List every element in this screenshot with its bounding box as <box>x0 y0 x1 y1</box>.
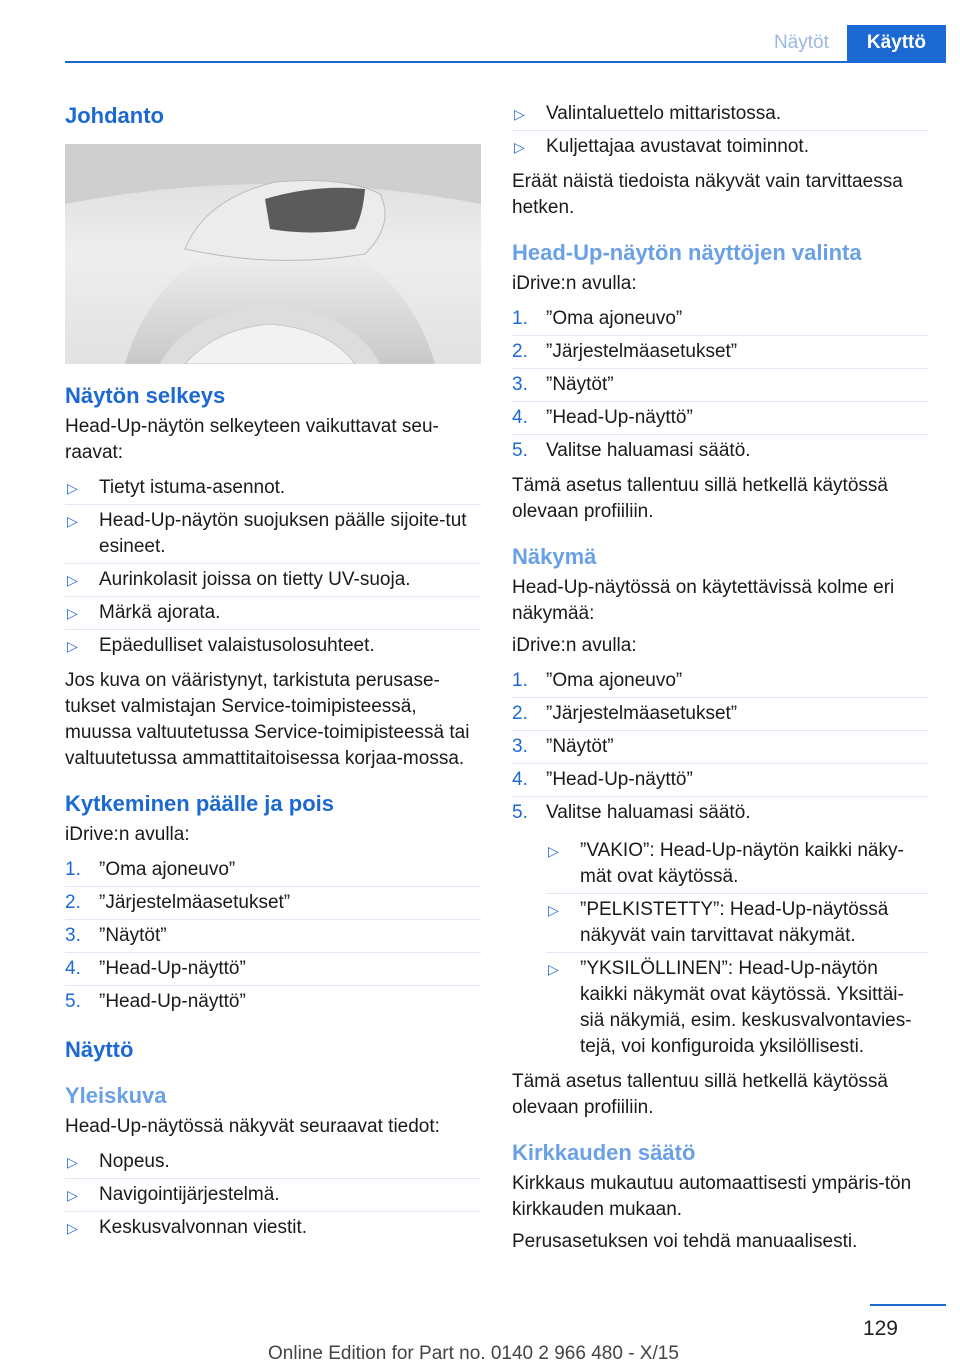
select-via: iDrive:n avulla: <box>512 273 637 294</box>
list-item: ▷ Kuljettajaa avustavat toiminnot. <box>512 131 928 163</box>
list-item: ▷ ”PELKISTETTY”: Head-Up-näytössä näkyvät vain tarvittavat näkymät. <box>546 894 928 953</box>
footer-edition: Online Edition for Part no. 0140 2 966 480 - X/15 <box>268 1343 679 1364</box>
overview-list-cont <box>512 98 928 163</box>
overview-text: Head-Up-näytössä näkyvät seuraavat tiedot: <box>65 1116 440 1137</box>
view-via: iDrive:n avulla: <box>512 635 637 656</box>
section-title-clarity: Näytön selkeys <box>65 383 226 408</box>
head-up-display-photo <box>65 144 481 364</box>
view-note: Tämä asetus tallentuu sillä hetkellä käytössä olevaan profiiliin. <box>512 1071 888 1118</box>
section-title-display: Näyttö <box>65 1037 134 1062</box>
view-text: Head-Up-näytössä on käytettävissä kolme eri näkymää: <box>512 577 895 624</box>
triangle-bullet-icon: ▷ <box>67 572 78 588</box>
onoff-steps <box>65 854 481 1018</box>
view-steps <box>512 665 928 829</box>
view-options <box>546 835 928 1063</box>
step-item: 2. ”Järjestelmäasetukset” <box>512 698 928 731</box>
step-item: 3. ”Näytöt” <box>512 731 928 764</box>
step-item: 1. ”Oma ajoneuvo” <box>512 665 928 698</box>
triangle-bullet-icon: ▷ <box>67 1187 78 1203</box>
brightness-manual: Perusasetuksen voi tehdä manuaalisesti. <box>512 1231 858 1252</box>
triangle-bullet-icon: ▷ <box>67 1220 78 1236</box>
step-item: 1. ”Oma ajoneuvo” <box>512 303 928 336</box>
step-item: 3. ”Näytöt” <box>512 369 928 402</box>
step-item: 5. Valitse haluamasi säätö. <box>512 440 751 461</box>
section-title-brightness: Kirkkauden säätö <box>512 1140 696 1165</box>
header-rule <box>65 61 946 63</box>
select-note: Tämä asetus tallentuu sillä hetkellä käytössä olevaan profiiliin. <box>512 475 888 522</box>
page-number: 129 <box>862 1317 898 1340</box>
brightness-text: Kirkkaus mukautuu automaattisesti ympäris-tön kirkkauden mukaan. <box>512 1173 912 1220</box>
triangle-bullet-icon: ▷ <box>548 843 559 859</box>
header-tabs <box>756 25 946 61</box>
step-item: 5. Valitse haluamasi säätö. <box>512 802 751 823</box>
section-title-select: Head-Up-näytön näyttöjen valinta <box>512 240 862 265</box>
section-title-view: Näkymä <box>512 544 597 569</box>
cont-text: Eräät näistä tiedoista näkyvät vain tarvittaessa hetken. <box>512 171 903 218</box>
triangle-bullet-icon: ▷ <box>67 1154 78 1170</box>
onoff-via: iDrive:n avulla: <box>65 824 190 845</box>
triangle-bullet-icon: ▷ <box>548 961 559 977</box>
list-item: ▷ ”VAKIO”: Head-Up-näytön kaikki näky-mät ovat käytössä. <box>546 835 928 894</box>
step-item: 5. ”Head-Up-näyttö” <box>65 991 246 1012</box>
triangle-bullet-icon: ▷ <box>67 638 78 654</box>
triangle-bullet-icon: ▷ <box>514 106 525 122</box>
step-item: 2. ”Järjestelmäasetukset” <box>65 887 481 920</box>
step-item: 3. ”Näytöt” <box>65 920 481 953</box>
list-item: ▷ Navigointijärjestelmä. <box>65 1179 481 1212</box>
step-item: 2. ”Järjestelmäasetukset” <box>512 336 928 369</box>
clarity-list <box>65 472 481 662</box>
triangle-bullet-icon: ▷ <box>67 513 78 529</box>
list-item: ▷ Epäedulliset valaistusolosuhteet. <box>65 630 481 662</box>
overview-list <box>65 1146 481 1244</box>
list-item: ▷ Aurinkolasit joissa on tietty UV-suoja. <box>65 564 481 597</box>
section-title-onoff: Kytkeminen päälle ja pois <box>65 791 334 816</box>
tab-kaytto[interactable]: Käyttö <box>847 25 946 61</box>
step-item: 1. ”Oma ajoneuvo” <box>65 854 481 887</box>
list-item: ▷ Tietyt istuma-asennot. <box>65 472 481 505</box>
left-column <box>65 98 481 1250</box>
clarity-text: Head-Up-näytön selkeyteen vaikuttavat seu-raavat: <box>65 416 439 463</box>
section-title-intro: Johdanto <box>65 103 164 128</box>
footer-rule <box>870 1304 946 1306</box>
step-item: 4. ”Head-Up-näyttö” <box>512 764 928 797</box>
tab-naytot[interactable]: Näytöt <box>773 32 829 53</box>
triangle-bullet-icon: ▷ <box>67 480 78 496</box>
list-item: ▷ Keskusvalvonnan viestit. <box>65 1212 481 1244</box>
right-column <box>512 98 928 1261</box>
select-steps <box>512 303 928 467</box>
step-item: 4. ”Head-Up-näyttö” <box>512 402 928 435</box>
triangle-bullet-icon: ▷ <box>548 902 559 918</box>
list-item: ▷ Nopeus. <box>65 1146 481 1179</box>
list-item: ▷ Valintaluettelo mittaristossa. <box>512 98 928 131</box>
list-item: ▷ Head-Up-näytön suojuksen päälle sijoite-tut esineet. <box>65 505 481 564</box>
list-item: ▷ Märkä ajorata. <box>65 597 481 630</box>
list-item: ▷ ”YKSILÖLLINEN”: Head-Up-näytön kaikki näkymät ovat käytössä. Yksittäi-siä näkymiä, esim. keskusvalvontavies-tejä, voi konfiguroida yksilöllisesti. <box>548 958 912 1057</box>
triangle-bullet-icon: ▷ <box>67 605 78 621</box>
step-item: 4. ”Head-Up-näyttö” <box>65 953 481 986</box>
section-title-overview: Yleiskuva <box>65 1083 167 1108</box>
distortion-text: Jos kuva on vääristynyt, tarkistuta perusase-tukset valmistajan Service-toimipisteessä, muussa valtuutetussa Service-toimipisteessä tai valtuutetussa ammattitaitoisessa korjaa-mossa. <box>65 670 470 769</box>
triangle-bullet-icon: ▷ <box>514 139 525 155</box>
